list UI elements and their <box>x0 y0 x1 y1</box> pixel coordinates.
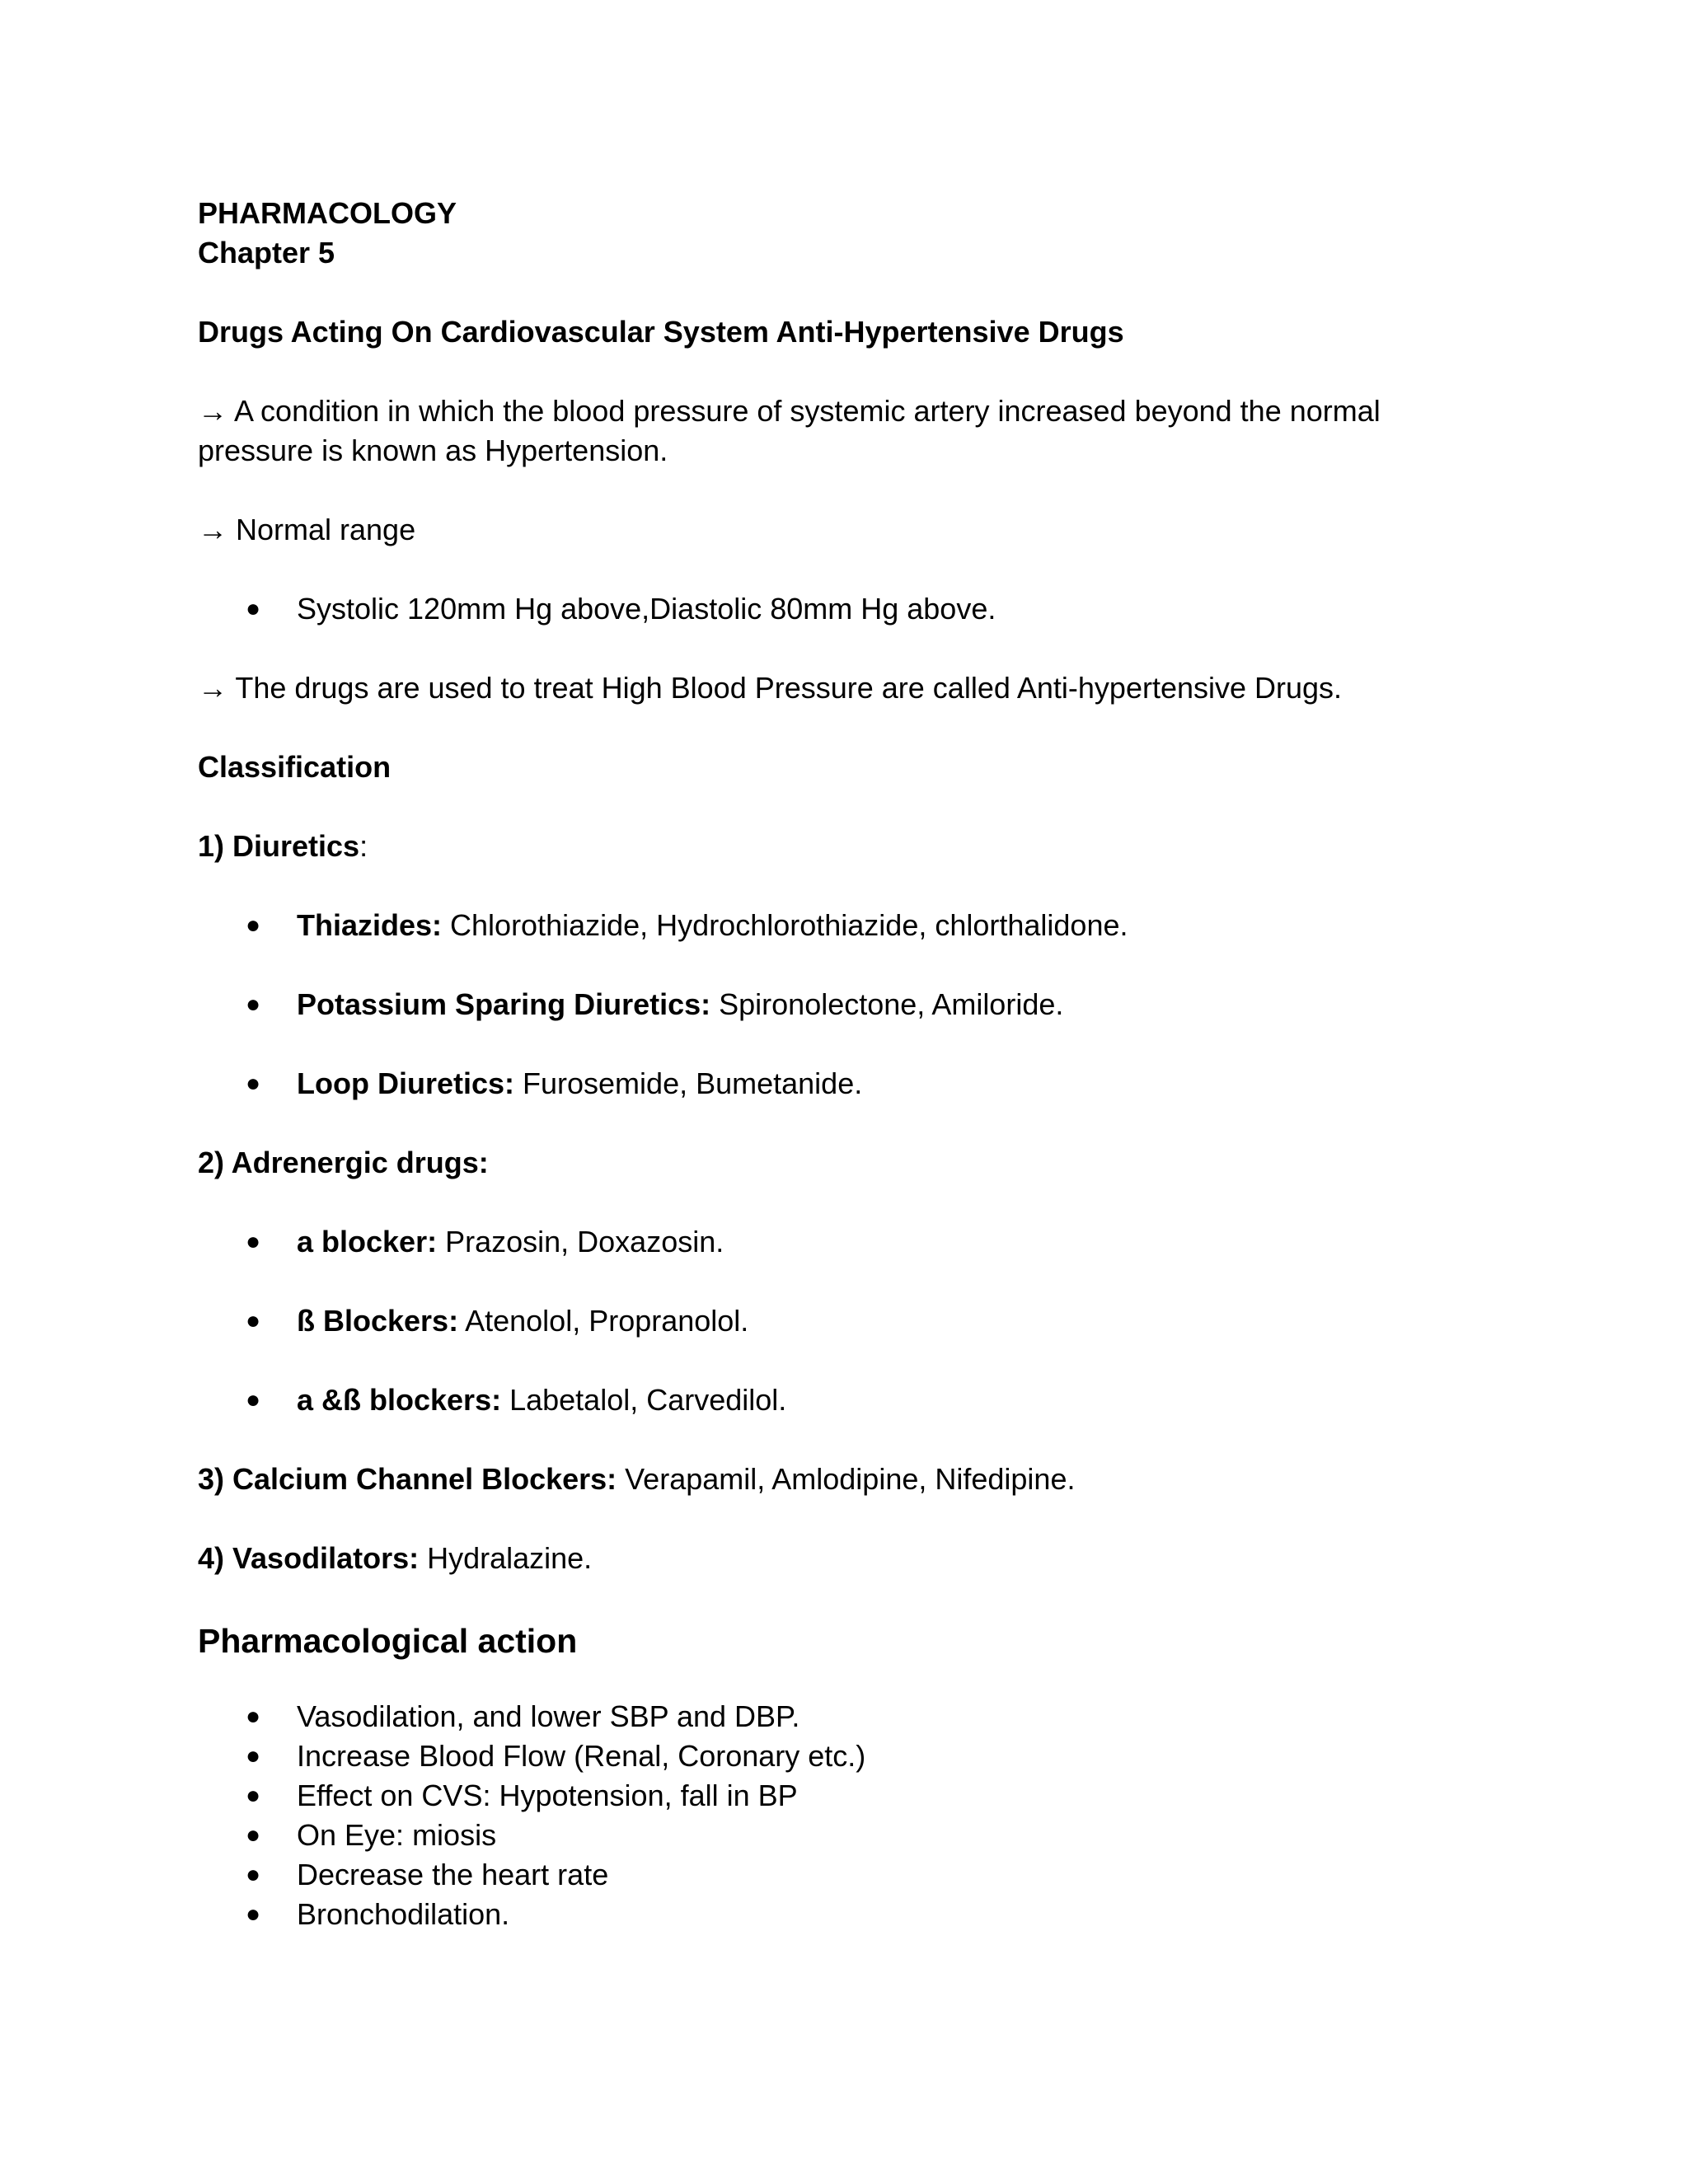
item-label: Loop Diuretics: <box>297 1066 515 1100</box>
spacer <box>198 1420 1517 1460</box>
classification-heading: Classification <box>198 750 392 784</box>
bullet-icon: ● <box>246 1703 261 1730</box>
item-label: Potassium Sparing Diuretics: <box>297 987 711 1021</box>
bullet-icon: ● <box>246 1900 261 1928</box>
bullet-icon: ● <box>246 595 261 622</box>
bullet-icon: ● <box>246 991 261 1018</box>
item-text: Chlorothiazide, Hydrochlorothiazide, chlorthalidone. <box>442 908 1128 942</box>
item-text: Bronchodilation. <box>297 1897 510 1931</box>
spacer <box>198 866 1517 906</box>
spacer <box>198 1341 1517 1380</box>
definition-line-2: pressure is known as Hypertension. <box>198 434 668 467</box>
action-heading: Pharmacological action <box>198 1622 578 1660</box>
bullet-icon: ● <box>246 1861 261 1888</box>
list-item <box>198 1064 1517 1104</box>
group-vasodilators: 4) Vasodilators: Hydralazine. <box>198 1541 593 1575</box>
item-text: Effect on CVS: Hypotension, fall in BP <box>297 1779 798 1812</box>
bullet-icon: ● <box>246 1070 261 1097</box>
list-item <box>198 1301 1517 1341</box>
item-text: Labetalol, Carvedilol. <box>501 1383 787 1417</box>
subject-heading: PHARMACOLOGY <box>198 196 457 230</box>
group-heading-diuretics: 1) Diuretics: <box>198 829 368 863</box>
item-text: Decrease the heart rate <box>297 1858 609 1891</box>
list-item <box>198 1816 1517 1855</box>
item-label: a blocker: <box>297 1225 438 1258</box>
bullet-icon: ● <box>246 912 261 939</box>
list-item <box>198 1736 1517 1776</box>
item-label: a &ß blockers: <box>297 1383 502 1417</box>
item-text: Prazosin, Doxazosin. <box>437 1225 724 1258</box>
item-text: Atenolol, Propranolol. <box>458 1304 749 1338</box>
list-item <box>198 906 1517 945</box>
spacer <box>198 550 1517 589</box>
bullet-icon: ● <box>246 1307 261 1334</box>
spacer <box>198 945 1517 985</box>
spacer <box>198 1104 1517 1143</box>
bullet-icon: ● <box>246 1228 261 1255</box>
document-title: Drugs Acting On Cardiovascular System Anti-Hypertensive Drugs <box>198 315 1124 349</box>
spacer <box>198 629 1517 668</box>
item-text: Vasodilation, and lower SBP and DBP. <box>297 1699 800 1733</box>
bullet-icon: ● <box>246 1742 261 1769</box>
item-text: Furosemide, Bumetanide. <box>514 1066 863 1100</box>
normal-range-label: → Normal range <box>198 513 416 546</box>
spacer <box>198 1499 1517 1539</box>
bullet-icon: ● <box>246 1782 261 1809</box>
normal-range-value: Systolic 120mm Hg above,Diastolic 80mm Hg above. <box>297 592 996 626</box>
drugs-definition: → The drugs are used to treat High Blood Pressure are called Anti-hypertensive Drugs. <box>198 671 1343 705</box>
bullet-icon: ● <box>246 1386 261 1413</box>
list-item <box>198 1697 1517 1736</box>
chapter-heading: Chapter 5 <box>198 236 335 269</box>
item-label: ß Blockers: <box>297 1304 459 1338</box>
list-item <box>198 1380 1517 1420</box>
list-item <box>198 1855 1517 1895</box>
item-label: Thiazides: <box>297 908 443 942</box>
item-text: Spironolectone, Amiloride. <box>710 987 1064 1021</box>
spacer <box>198 1262 1517 1301</box>
group-calcium-channel-blockers: 3) Calcium Channel Blockers: Verapamil, Amlodipine, Nifedipine. <box>198 1462 1076 1496</box>
list-item <box>198 1895 1517 1934</box>
definition-line-1: → A condition in which the blood pressure of systemic artery increased beyond the normal <box>198 394 1381 428</box>
spacer <box>198 471 1517 510</box>
bullet-icon: ● <box>246 1821 261 1849</box>
spacer <box>198 352 1517 391</box>
spacer <box>198 1024 1517 1064</box>
spacer <box>198 1183 1517 1222</box>
item-text: On Eye: miosis <box>297 1818 497 1852</box>
list-item <box>198 985 1517 1024</box>
spacer <box>198 787 1517 827</box>
spacer <box>198 1578 1517 1618</box>
list-item <box>198 1222 1517 1262</box>
group-heading-adrenergic: 2) Adrenergic drugs: <box>198 1146 489 1179</box>
spacer <box>198 1664 1517 1697</box>
spacer <box>198 708 1517 748</box>
document-page <box>198 194 1517 1934</box>
action-list <box>198 1697 1517 1934</box>
spacer <box>198 273 1517 312</box>
list-item <box>198 1776 1517 1816</box>
list-item <box>198 589 1517 629</box>
item-text: Increase Blood Flow (Renal, Coronary etc.) <box>297 1739 866 1773</box>
